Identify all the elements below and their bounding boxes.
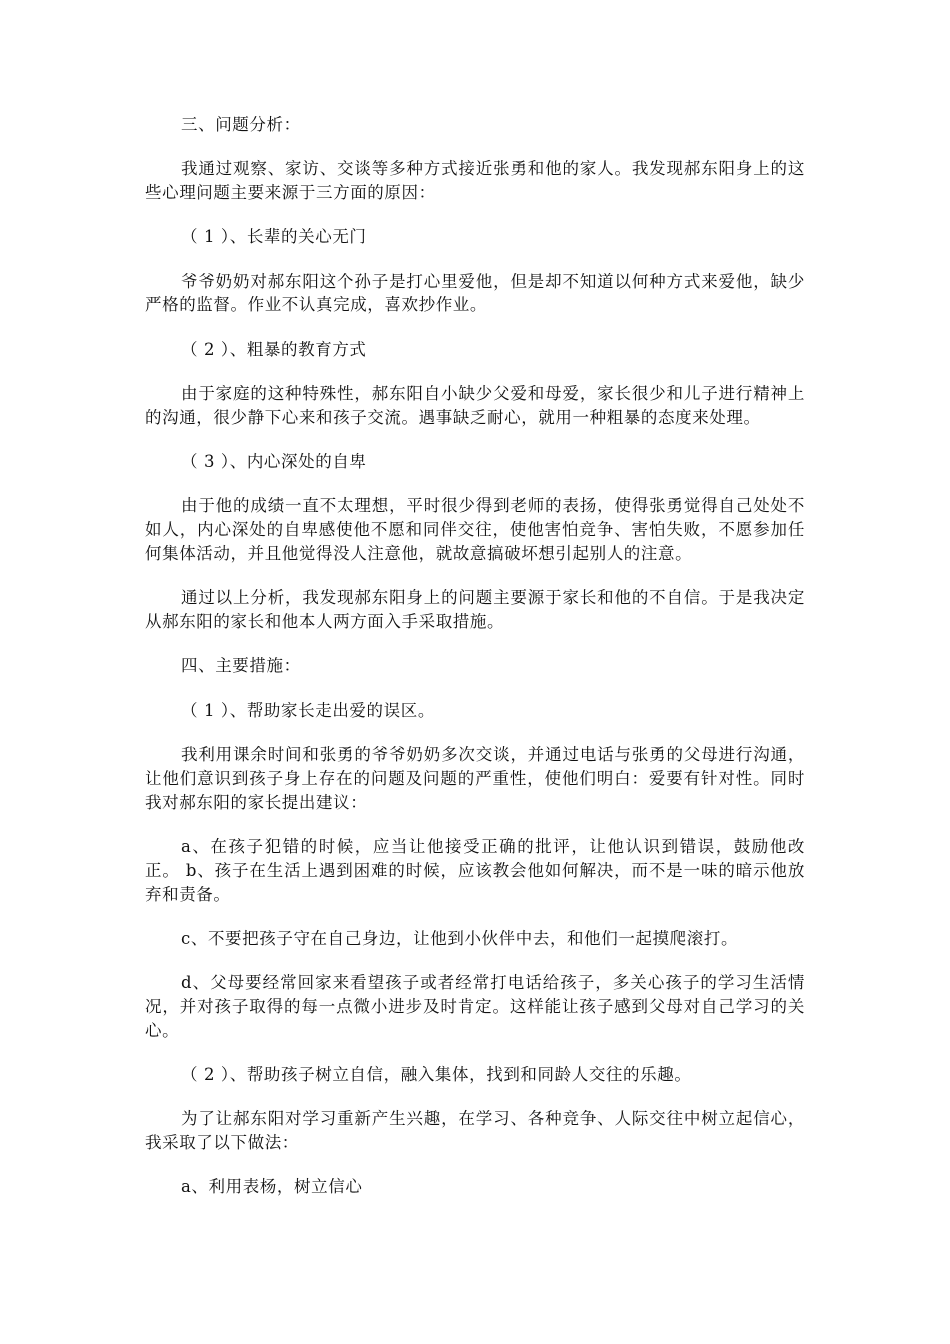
- section-heading-problem-analysis: 三、问题分析：: [181, 115, 301, 134]
- paragraph-renew-interest: 为了让郝东阳对学习重新产生兴趣，在学习、各种竞争、人际交往中树立起信心，我采取了以下做法：: [145, 1109, 805, 1153]
- paragraph-family-particularity: 由于家庭的这种特殊性，郝东阳自小缺少父爱和母爱，家长很少和儿子进行精神上的沟通，很少静下心来和孩子交流。遇事缺乏耐心，就用一种粗暴的态度来处理。: [145, 384, 805, 427]
- paragraph-grandparents: 爷爷奶奶对郝东阳这个孙子是打心里爱他，但是却不知道以何种方式来爱他，缺少严格的监督。作业不认真完成，喜欢抄作业。: [145, 271, 805, 315]
- document-page: [145, 113, 805, 1220]
- subheading-elders-care: （ 1 ）、长辈的关心无门: [181, 227, 367, 247]
- subheading-rough-education: （ 2 ）、粗暴的教育方式: [181, 339, 367, 359]
- subheading-inner-inferiority: （ 3 ）、内心深处的自卑: [181, 452, 367, 472]
- paragraph-suggestion-c: c、不要把孩子守在自己身边，让他到小伙伴中去，和他们一起摸爬滚打。: [181, 928, 739, 948]
- paragraph-talks-with-grandparents: 我利用课余时间和张勇的爷爷奶奶多次交谈，并通过电话与张勇的父母进行沟通，让他们意识到孩子身上存在的问题及问题的严重性，使他们明白：爱要有针对性。同时我对郝东阳的家长提出建议：: [145, 745, 805, 812]
- paragraph-suggestion-d: d、父母要经常回家来看望孩子或者经常打电话给孩子，多关心孩子的学习生活情况，并对孩子取得的每一点微小进步及时肯定。这样能让孩子感到父母对自己学习的关心。: [145, 973, 805, 1040]
- subheading-help-parents: （ 1 ）、帮助家长走出爱的误区。: [181, 700, 435, 720]
- paragraph-analysis-summary: 通过以上分析，我发现郝东阳身上的问题主要源于家长和他的不自信。于是我决定从郝东阳的家长和他本人两方面入手采取措施。: [145, 588, 805, 632]
- subheading-praise: a、利用表杨，树立信心: [181, 1177, 363, 1197]
- paragraph-grades: 由于他的成绩一直不太理想，平时很少得到老师的表扬，使得张勇觉得自己处处不如人，内心深处的自卑感使他不愿和同伴交往，使他害怕竞争、害怕失败，不愿参加任何集体活动，并且他觉得没人注意他，就故意搞破坏想引起别人的注意。: [145, 496, 805, 564]
- subheading-build-confidence: （ 2 ）、帮助孩子树立自信，融入集体，找到和同龄人交往的乐趣。: [181, 1065, 692, 1085]
- section-heading-main-measures: 四、主要措施：: [181, 656, 301, 676]
- paragraph-suggestion-a-b: a、在孩子犯错的时候，应当让他接受正确的批评，让他认识到错误，鼓励他改正。 b、孩子在生活上遇到困难的时候，应该教会他如何解决，而不是一味的暗示他放弃和责备。: [145, 836, 805, 904]
- paragraph-observation: 我通过观察、家访、交谈等多种方式接近张勇和他的家人。我发现郝东阳身上的这些心理问题主要来源于三方面的原因：: [145, 159, 805, 203]
